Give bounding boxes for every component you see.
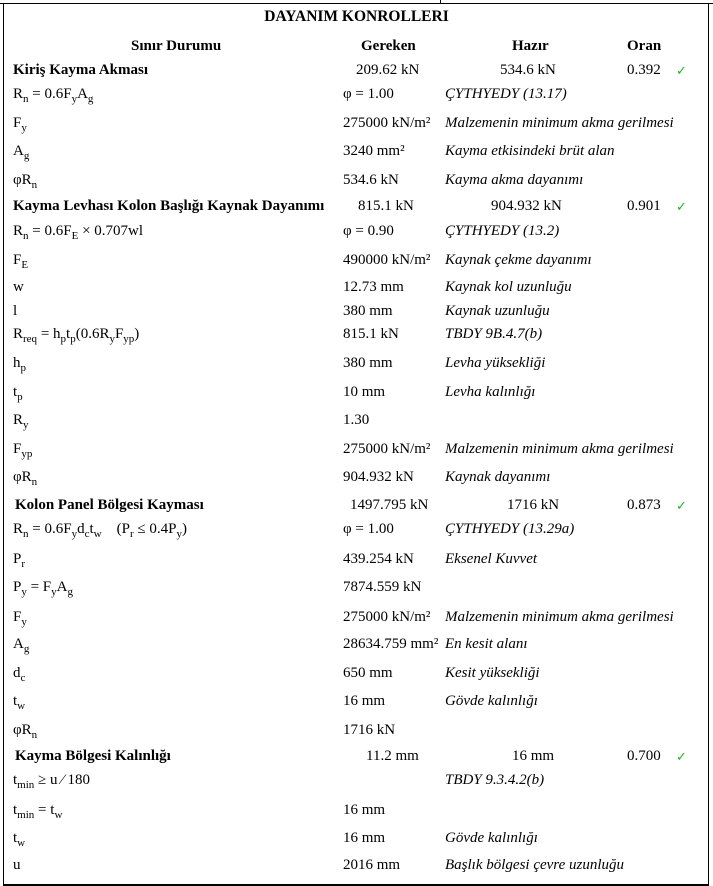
parameter-description: Kaynak uzunluğu [445, 303, 550, 319]
parameter-row [0, 279, 713, 299]
parameter-symbol [13, 355, 26, 372]
symbol-subscript: min [17, 779, 35, 791]
parameter-symbol [13, 303, 17, 320]
parameter-value: 534.6 kN [343, 172, 399, 188]
section-header-row [0, 198, 713, 218]
symbol-subscript: n [31, 179, 38, 191]
parameter-value: 12.73 mm [343, 279, 404, 295]
parameter-row [0, 665, 713, 685]
parameter-value: 16 mm [343, 693, 386, 709]
parameter-symbol [13, 279, 24, 296]
symbol-text: t [13, 830, 18, 846]
parameter-row [0, 412, 713, 432]
symbol-text: A [13, 636, 24, 652]
parameter-row [0, 469, 713, 489]
ratio-value: 0.901 [627, 198, 661, 214]
parameter-symbol [13, 412, 29, 429]
symbol-subscript: p [60, 333, 67, 345]
symbol-text: A [13, 143, 24, 159]
symbol-text: h [13, 355, 21, 371]
parameter-description: TBDY 9B.4.7(b) [445, 326, 543, 342]
parameter-value: 380 mm [343, 355, 393, 371]
parameter-value: φ = 1.00 [343, 521, 394, 537]
symbol-text: t [13, 693, 18, 709]
parameter-description: Malzemenin minimum akma gerilmesi [445, 441, 674, 457]
parameter-symbol [13, 830, 25, 847]
section-header-row [0, 748, 713, 768]
parameter-symbol [13, 326, 139, 343]
parameter-description: ÇYTHYEDY (13.29a) [445, 521, 575, 537]
parameter-row [0, 441, 713, 461]
symbol-text: = F [26, 579, 52, 595]
symbol-subscript: n [23, 528, 29, 540]
checkmark-icon: ✓ [676, 199, 687, 214]
parameter-row [0, 609, 713, 629]
parameter-symbol [13, 857, 21, 874]
parameter-description: ÇYTHYEDY (13.17) [445, 86, 567, 102]
symbol-subscript: y [21, 586, 27, 598]
parameter-value: 28634.759 mm² [343, 636, 439, 652]
parameter-value: 439.254 kN [343, 551, 414, 567]
symbol-text: φR [13, 469, 32, 485]
symbol-subscript: E [71, 230, 79, 242]
parameter-value: 490000 kN/m² [343, 252, 431, 268]
symbol-text: t [89, 521, 94, 537]
parameter-description: Gövde kalınlığı [445, 693, 538, 709]
symbol-subscript: w [17, 700, 26, 712]
parameter-description: Kaynak kol uzunluğu [445, 279, 572, 295]
parameter-symbol [13, 469, 37, 486]
symbol-text: = 0.6F [28, 86, 72, 102]
parameter-description: En kesit alanı [445, 636, 528, 652]
parameter-row [0, 857, 713, 877]
parameter-value: 650 mm [343, 665, 393, 681]
parameter-symbol [13, 252, 28, 269]
parameter-symbol [13, 143, 29, 160]
parameter-row [0, 579, 713, 599]
ratio-value: 0.873 [627, 497, 661, 513]
section-header-row [0, 62, 713, 82]
parameter-description: Kayma etkisindeki brüt alan [445, 143, 615, 159]
symbol-subscript: g [67, 586, 73, 598]
checkmark-icon: ✓ [676, 498, 687, 513]
required-value: 11.2 mm [366, 748, 419, 764]
symbol-text: ) [134, 326, 140, 342]
symbol-subscript: n [31, 729, 38, 741]
symbol-subscript: n [23, 230, 29, 242]
parameter-symbol [13, 172, 37, 189]
parameter-row [0, 693, 713, 713]
symbol-text: P [13, 579, 22, 595]
symbol-text: ) [181, 521, 187, 537]
symbol-subscript: y [71, 528, 78, 540]
parameter-value: 7874.559 kN [343, 579, 422, 595]
header-available: Hazır [512, 38, 549, 54]
symbol-text: R [13, 521, 24, 537]
parameter-symbol [13, 384, 23, 401]
symbol-subscript: r [21, 558, 26, 570]
symbol-text: R [13, 326, 24, 342]
parameter-row [0, 802, 713, 822]
checkmark-icon: ✓ [676, 63, 687, 78]
parameter-description: Malzemenin minimum akma gerilmesi [445, 115, 674, 131]
header-required: Gereken [361, 38, 416, 54]
parameter-description: Levha yüksekliği [445, 355, 546, 371]
section-name: Kiriş Kayma Akması [13, 62, 149, 78]
parameter-symbol [13, 115, 27, 132]
parameter-value: 380 mm [343, 303, 393, 319]
parameter-row [0, 143, 713, 163]
symbol-subscript: g [23, 643, 30, 655]
parameter-value: 275000 kN/m² [343, 441, 431, 457]
parameter-description: ÇYTHYEDY (13.2) [445, 223, 560, 239]
parameter-value: 1716 kN [343, 722, 396, 738]
symbol-text: l [13, 303, 18, 319]
parameter-row [0, 772, 713, 792]
symbol-text: R [13, 86, 24, 102]
parameter-description: Eksenel Kuvvet [445, 551, 538, 567]
parameter-description: Kesit yüksekliği [445, 665, 540, 681]
checkmark-icon: ✓ [676, 749, 687, 764]
symbol-subscript: E [21, 259, 29, 271]
symbol-text: w [13, 279, 24, 295]
available-value: 904.932 kN [491, 198, 562, 214]
parameter-value: 275000 kN/m² [343, 115, 431, 131]
parameter-row [0, 326, 713, 346]
parameter-symbol [13, 223, 143, 240]
symbol-text: (P [101, 521, 130, 537]
parameter-symbol [13, 665, 25, 682]
symbol-subscript: y [51, 586, 57, 598]
symbol-text: φR [13, 722, 32, 738]
symbol-subscript: w [93, 528, 102, 540]
parameter-symbol [13, 579, 73, 596]
section-name: Kolon Panel Bölgesi Kayması [15, 497, 204, 513]
symbol-text: A [56, 579, 68, 595]
parameter-symbol [13, 636, 29, 653]
parameter-value: 1.30 [343, 412, 370, 428]
symbol-text: φR [13, 172, 32, 188]
symbol-text: = 0.6F [28, 521, 72, 537]
symbol-text: t [13, 802, 18, 818]
symbol-subscript: yp [123, 333, 135, 345]
symbol-text: t [13, 384, 18, 400]
symbol-text: = t [34, 802, 55, 818]
symbol-text: A [77, 86, 88, 102]
column-header-row [0, 38, 713, 58]
symbol-subscript: yp [21, 448, 33, 460]
symbol-subscript: y [71, 93, 78, 105]
ratio-value: 0.700 [627, 748, 661, 764]
parameter-value: 275000 kN/m² [343, 609, 431, 625]
parameter-value: φ = 0.90 [343, 223, 394, 239]
section-name: Kayma Levhası Kolon Başlığı Kaynak Dayanımı [13, 198, 325, 214]
available-value: 16 mm [512, 748, 555, 764]
symbol-text: R [13, 412, 24, 428]
symbol-text: F [13, 115, 22, 131]
symbol-text: d [77, 521, 85, 537]
parameter-row [0, 223, 713, 243]
parameter-symbol [13, 772, 90, 789]
symbol-subscript: w [17, 837, 26, 849]
symbol-text: (0.6R [75, 326, 110, 342]
parameter-symbol [13, 551, 25, 568]
parameter-row [0, 86, 713, 106]
parameter-row [0, 115, 713, 135]
symbol-subscript: g [87, 93, 94, 105]
parameter-description: Kaynak dayanımı [445, 469, 551, 485]
parameter-description: Gövde kalınlığı [445, 830, 538, 846]
parameter-row [0, 830, 713, 850]
parameter-value: 3240 mm² [343, 143, 405, 159]
symbol-subscript: w [54, 809, 63, 821]
parameter-description: Başlık bölgesi çevre uzunluğu [445, 857, 624, 873]
parameter-symbol [13, 86, 93, 103]
parameter-row [0, 252, 713, 272]
symbol-subscript: c [84, 528, 90, 540]
parameter-row [0, 636, 713, 656]
symbol-subscript: y [176, 528, 182, 540]
parameter-symbol [13, 521, 187, 538]
parameter-row [0, 384, 713, 404]
parameter-value: φ = 1.00 [343, 86, 394, 102]
symbol-subscript: y [23, 419, 29, 431]
parameter-description: Levha kalınlığı [445, 384, 536, 400]
symbol-subscript: p [70, 333, 76, 345]
symbol-subscript: y [109, 333, 115, 345]
parameter-description: Kayma akma dayanımı [445, 172, 584, 188]
parameter-row [0, 172, 713, 192]
symbol-text: d [13, 665, 21, 681]
parameter-row [0, 551, 713, 571]
symbol-subscript: n [23, 93, 29, 105]
report-title: DAYANIM KONROLLERI [264, 8, 449, 25]
symbol-subscript: p [17, 391, 23, 403]
parameter-value: 904.932 kN [343, 469, 414, 485]
parameter-row [0, 722, 713, 742]
symbol-text: P [13, 551, 22, 567]
symbol-text: F [13, 609, 22, 625]
parameter-symbol [13, 609, 27, 626]
parameter-symbol [13, 802, 62, 819]
parameter-value: 16 mm [343, 830, 386, 846]
parameter-symbol [13, 722, 37, 739]
symbol-text: × 0.707wl [78, 223, 144, 239]
symbol-subscript: r [129, 528, 134, 540]
symbol-text: R [13, 223, 24, 239]
required-value: 209.62 kN [356, 62, 420, 78]
required-value: 815.1 kN [358, 198, 414, 214]
section-header-row [0, 497, 713, 517]
symbol-subscript: p [20, 362, 26, 374]
parameter-row [0, 355, 713, 375]
symbol-text: = h [37, 326, 61, 342]
parameter-symbol [13, 441, 32, 458]
symbol-text: t [13, 772, 18, 788]
symbol-text: ≥ u ⁄ 180 [34, 772, 91, 788]
symbol-text: t [66, 326, 71, 342]
symbol-text: = 0.6F [28, 223, 72, 239]
symbol-subscript: g [23, 150, 30, 162]
header-ratio: Oran [627, 38, 662, 54]
available-value: 534.6 kN [500, 62, 556, 78]
section-name: Kayma Bölgesi Kalınlığı [15, 748, 171, 764]
symbol-text: F [13, 441, 22, 457]
header-limit-state: Sınır Durumu [131, 38, 222, 54]
parameter-value: 16 mm [343, 802, 386, 818]
parameter-description: Kaynak çekme dayanımı [445, 252, 592, 268]
parameter-row [0, 303, 713, 323]
symbol-text: u [13, 857, 21, 873]
symbol-text: F [13, 252, 22, 268]
symbol-subscript: n [31, 476, 38, 488]
parameter-value: 2016 mm [343, 857, 401, 873]
parameter-value: 815.1 kN [343, 326, 399, 342]
symbol-text: ≤ 0.4P [133, 521, 177, 537]
parameter-description: TBDY 9.3.4.2(b) [445, 772, 545, 788]
parameter-description: Malzemenin minimum akma gerilmesi [445, 609, 674, 625]
parameter-value: 10 mm [343, 384, 386, 400]
symbol-text: F [114, 326, 124, 342]
ratio-value: 0.392 [627, 62, 661, 78]
symbol-subscript: c [20, 672, 26, 684]
required-value: 1497.795 kN [350, 497, 429, 513]
symbol-subscript: req [23, 333, 38, 345]
symbol-subscript: y [21, 122, 27, 134]
symbol-subscript: min [17, 809, 35, 821]
available-value: 1716 kN [507, 497, 560, 513]
parameter-symbol [13, 693, 25, 710]
parameter-row [0, 521, 713, 541]
symbol-subscript: y [21, 616, 27, 628]
